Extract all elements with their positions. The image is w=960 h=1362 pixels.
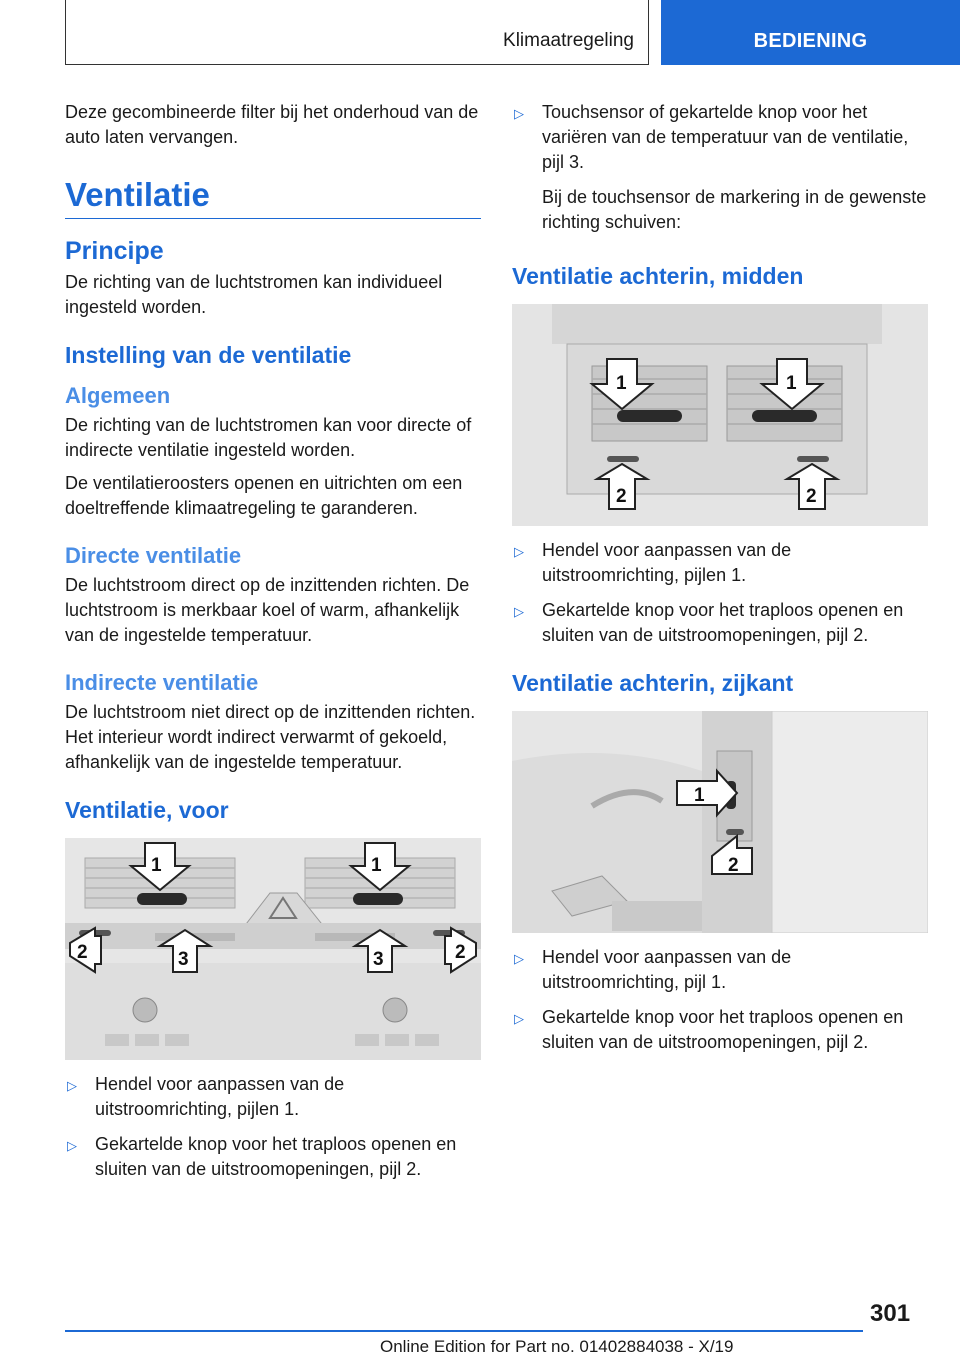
rear-center-vents-illustration: [512, 304, 928, 526]
triangle-bullet-icon: ▷: [67, 1078, 77, 1093]
fig-label: 2: [806, 486, 817, 507]
list-item: ▷ Hendel voor aanpassen van de uitstroomrichting, pijl 1.: [514, 947, 792, 992]
fig-label: 2: [455, 942, 466, 963]
voor-title: Ventilatie, voor: [65, 797, 229, 823]
instelling-title: Instelling van de ventilatie: [65, 342, 352, 368]
list-item: ▷ Touchsensor of gekartelde knop voor het variëren van de temperatuur van de ventilatie, pijl 3.: [514, 102, 909, 172]
rear-center-vents-figure: [512, 304, 928, 526]
algemeen-text-2: De ventilatieroosters openen en uitrichten om een doeltreffende klimaatregeling te garanderen.: [65, 473, 463, 518]
indirect-title: Indirecte ventilatie: [65, 670, 259, 695]
zijkant-bullets: [512, 945, 928, 1055]
rear-side-vent-figure: [512, 711, 928, 933]
touch-sub-text: Bij de touchsensor de markering in de gewenste richting schuiven:: [542, 187, 927, 232]
midden-bullets: [512, 538, 928, 648]
rear-side-vent-illustration: [512, 711, 928, 933]
triangle-bullet-icon: ▷: [514, 604, 524, 619]
triangle-bullet-icon: ▷: [514, 1011, 524, 1026]
voor-bullets: [65, 1072, 481, 1182]
fig-label: 1: [371, 855, 382, 876]
footer-edition: Online Edition for Part no. 01402884038 - X/19: [380, 1337, 734, 1356]
list-item: ▷ Gekartelde knop voor het traploos openen en sluiten van de uitstroomopeningen, pijl 2.: [514, 600, 904, 645]
principe-text: De richting van de luchtstromen kan individueel ingesteld worden.: [65, 272, 443, 317]
zijkant-title: Ventilatie achterin, zijkant: [512, 670, 794, 696]
chapter-title: Ventilatie: [65, 176, 481, 219]
header-section-tab: BEDIENING: [661, 0, 960, 65]
triangle-bullet-icon: ▷: [514, 106, 524, 121]
fig-label: 3: [373, 949, 384, 970]
principe-title: Principe: [65, 237, 164, 265]
fig-label: 1: [694, 785, 705, 806]
fig-label: 1: [151, 855, 162, 876]
intro-text: Deze gecombineerde filter bij het onderhoud van de auto laten vervangen.: [65, 102, 479, 147]
triangle-bullet-icon: ▷: [67, 1138, 77, 1153]
list-item: ▷ Hendel voor aanpassen van de uitstroomrichting, pijlen 1.: [514, 540, 792, 585]
fig-label: 2: [77, 942, 88, 963]
midden-title: Ventilatie achterin, midden: [512, 263, 804, 289]
fig-label: 1: [786, 373, 797, 394]
fig-label: 2: [616, 486, 627, 507]
indirect-text: De luchtstroom niet direct op de inzittenden richten. Het interieur wordt indirect verwarmt of gekoeld, afhankelijk van de ingestelde temperatuur.: [65, 702, 476, 772]
list-item: ▷ Gekartelde knop voor het traploos openen en sluiten van de uitstroomopeningen, pijl 2.: [514, 1007, 904, 1052]
header-chapter: Klimaatregeling: [503, 30, 634, 51]
footer-divider: [65, 1330, 863, 1332]
triangle-bullet-icon: ▷: [514, 544, 524, 559]
header-box: [65, 0, 649, 65]
left-column: [65, 100, 481, 1192]
list-item: ▷ Gekartelde knop voor het traploos openen en sluiten van de uitstroomopeningen, pijl 2.: [67, 1134, 457, 1179]
algemeen-text-1: De richting van de luchtstromen kan voor directe of indirecte ventilatie ingesteld worden.: [65, 415, 472, 460]
fig-label: 2: [728, 855, 739, 876]
direct-title: Directe ventilatie: [65, 543, 242, 568]
front-vents-figure: [65, 838, 481, 1060]
algemeen-title: Algemeen: [65, 383, 171, 408]
direct-text: De luchtstroom direct op de inzittenden richten. De luchtstroom is merkbaar koel of warm, afhankelijk van de ingestelde temperatuur.: [65, 575, 470, 645]
right-column: [512, 100, 928, 1065]
fig-label: 3: [178, 949, 189, 970]
list-item: ▷ Hendel voor aanpassen van de uitstroomrichting, pijlen 1.: [67, 1074, 345, 1119]
front-vents-illustration: [65, 838, 481, 1060]
page-number: 301: [870, 1300, 911, 1327]
fig-label: 1: [616, 373, 627, 394]
touch-bullets: [512, 100, 928, 175]
triangle-bullet-icon: ▷: [514, 951, 524, 966]
